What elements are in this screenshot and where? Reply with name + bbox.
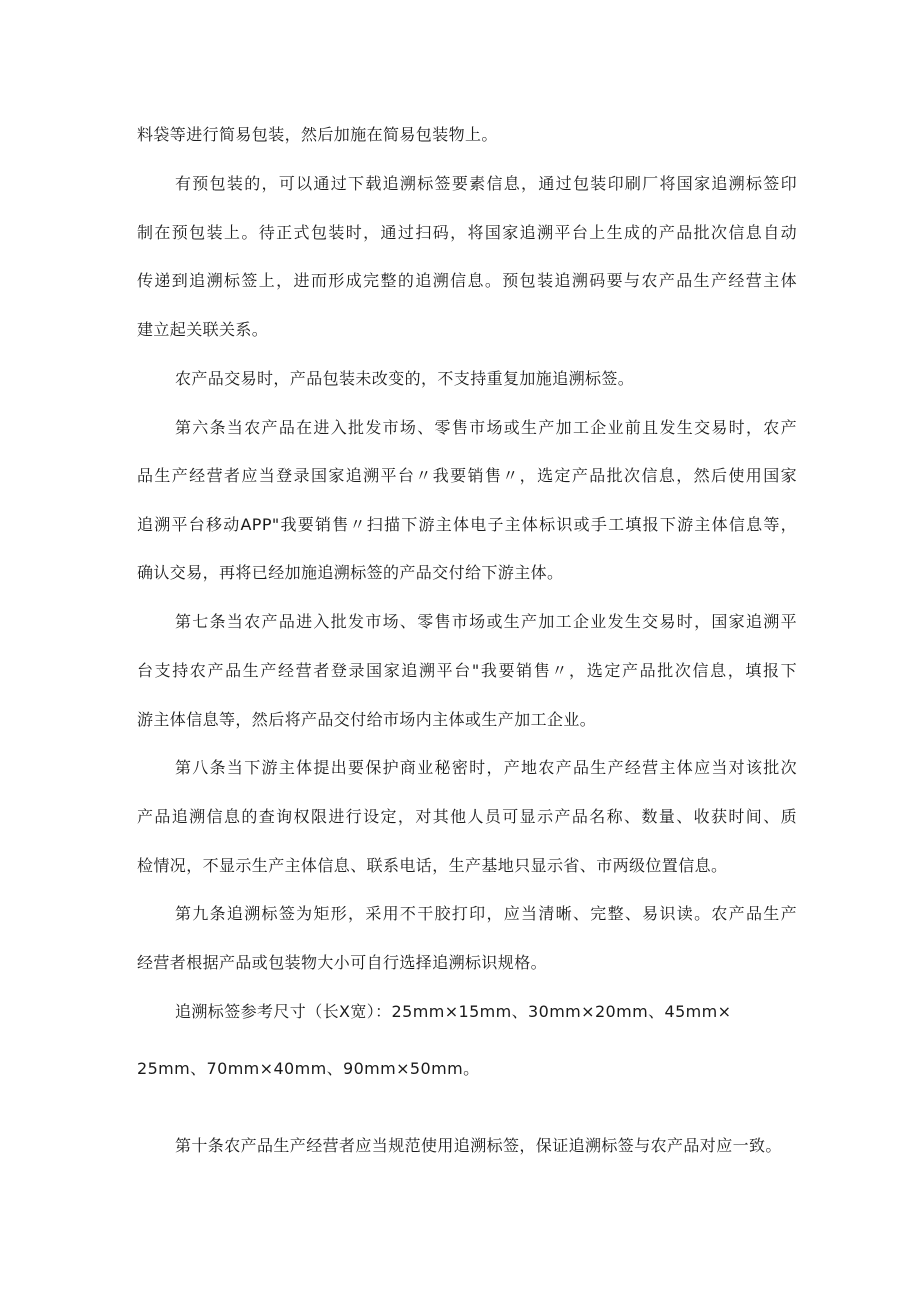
article-6-line: 追溯平台移动APP"我要销售〃扫描下游主体电子主体标识或手工填报下游主体信息等， — [137, 515, 797, 534]
article-7-line: 游主体信息等，然后将产品交付给市场内主体或生产加工企业。 — [137, 710, 597, 729]
article-6-line: 确认交易，再将已经加施追溯标签的产品交付给下游主体。 — [137, 563, 564, 582]
article-8-line: 第八条当下游主体提出要保护商业秘密时，产地农产品生产经营主体应当对该批次 — [175, 758, 797, 777]
article-6-line: 品生产经营者应当登录国家追溯平台〃我要销售〃，选定产品批次信息，然后使用国家 — [137, 466, 797, 485]
paragraph-line: 制在预包装上。待正式包装时，通过扫码，将国家追溯平台上生成的产品批次信息自动 — [137, 223, 797, 242]
article-6-line: 第六条当农产品在进入批发市场、零售市场或生产加工企业前且发生交易时，农产 — [175, 418, 797, 437]
article-8-line: 产品追溯信息的查询权限进行设定，对其他人员可显示产品名称、数量、收获时间、质 — [137, 807, 797, 826]
paragraph-line: 建立起关联关系。 — [137, 320, 269, 339]
article-7-line: 台支持农产品生产经营者登录国家追溯平台"我要销售〃，选定产品批次信息，填报下 — [137, 661, 797, 680]
article-8-line: 检情况，不显示生产主体信息、联系电话，生产基地只显示省、市两级位置信息。 — [137, 856, 728, 875]
label-size-line: 追溯标签参考尺寸（长X宽）：25mm×15mm、30mm×20mm、45mm× — [175, 1002, 732, 1021]
paragraph-line: 农产品交易时，产品包装未改变的，不支持重复加施追溯标签。 — [175, 369, 635, 388]
paragraph-line: 传递到追溯标签上，进而形成完整的追溯信息。预包装追溯码要与农产品生产经营主体 — [137, 271, 797, 290]
article-10-line: 第十条农产品生产经营者应当规范使用追溯标签，保证追溯标签与农产品对应一致。 — [175, 1136, 782, 1155]
article-9-line: 经营者根据产品或包装物大小可自行选择追溯标识规格。 — [137, 953, 548, 972]
label-size-line: 25mm、70mm×40mm、90mm×50mm。 — [137, 1059, 480, 1078]
paragraph-line: 有预包装的，可以通过下载追溯标签要素信息，通过包装印刷厂将国家追溯标签印 — [175, 174, 797, 193]
article-7-line: 第七条当农产品进入批发市场、零售市场或生产加工企业发生交易时，国家追溯平 — [175, 612, 797, 631]
text-line: 料袋等进行简易包装，然后加施在简易包装物上。 — [137, 125, 498, 144]
article-9-line: 第九条追溯标签为矩形，采用不干胶打印，应当清晰、完整、易识读。农产品生产 — [175, 904, 797, 923]
